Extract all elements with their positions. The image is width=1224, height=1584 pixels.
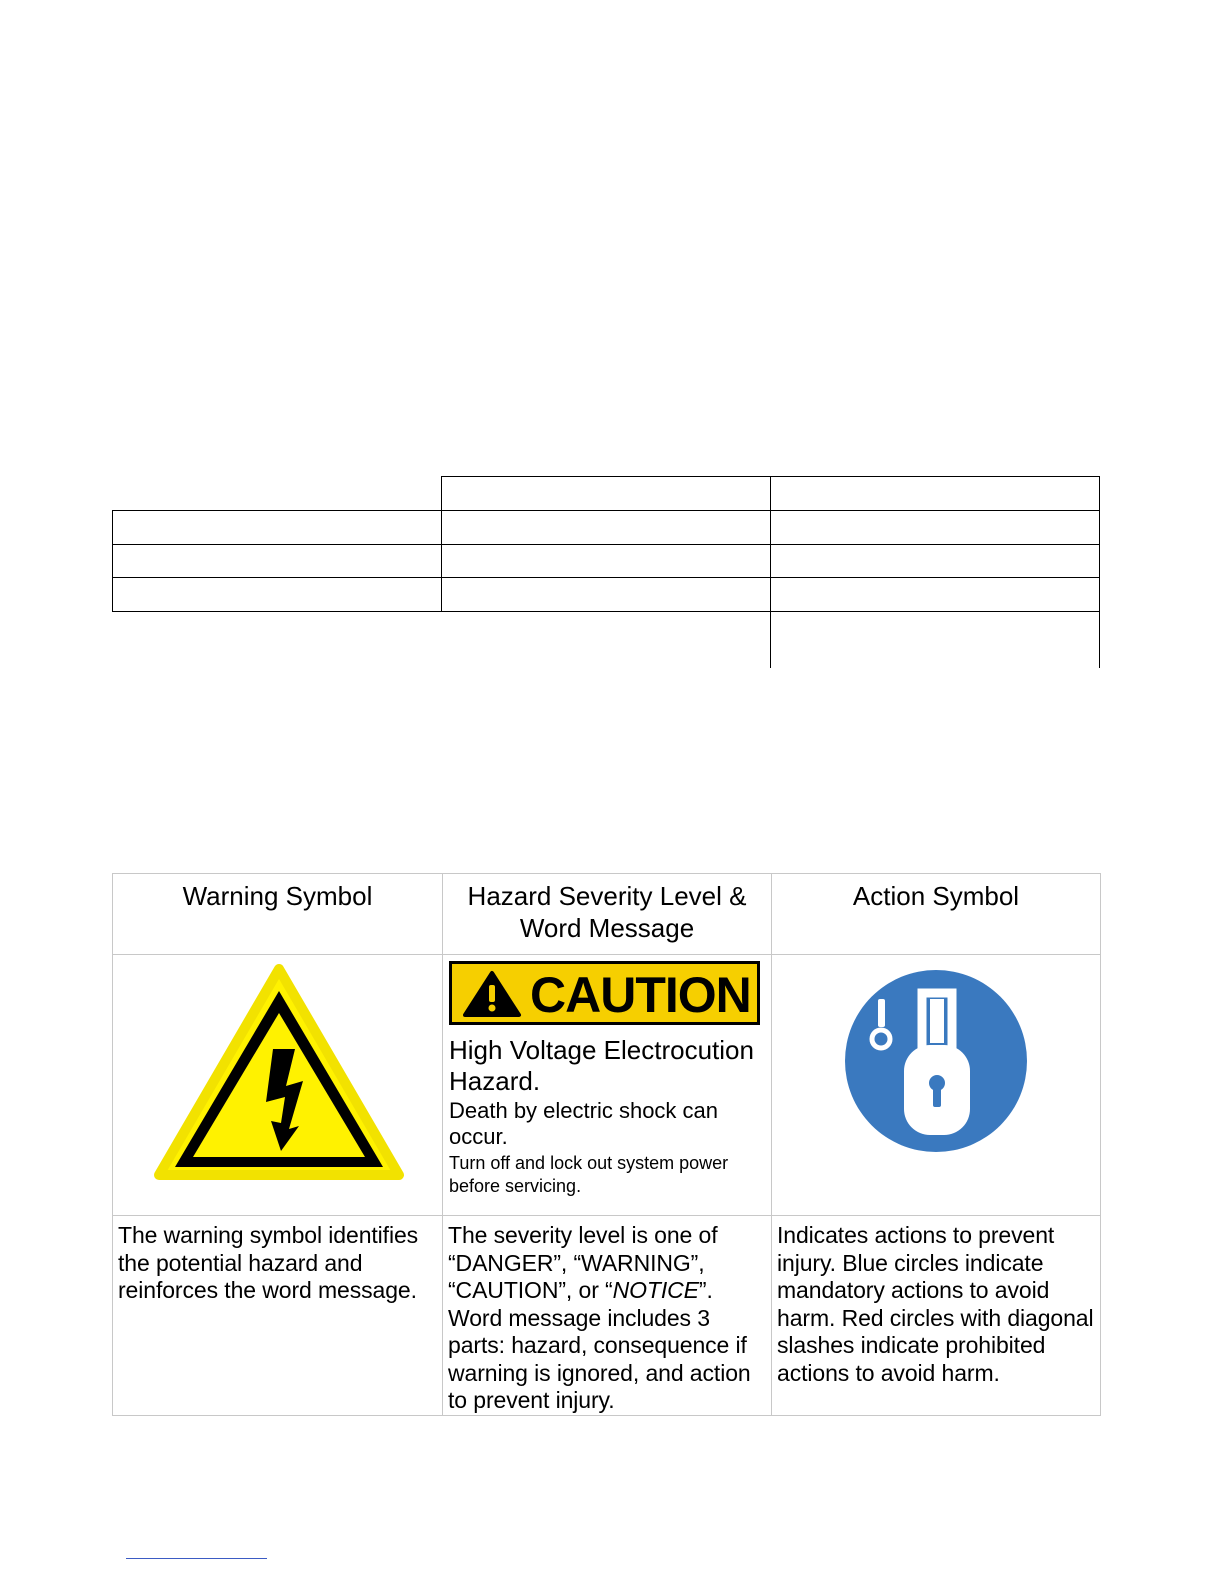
action-description: Indicates actions to prevent injury. Blue circles indicate mandatory actions to avoid harm. Red circles with diagonal slashes indicate prohibited actions to avoid harm. [772,1216,1101,1416]
severity-description-prefix: The severity level is one of “DANGER”, “WARNING”, “CAUTION”, or “ [448,1222,718,1303]
high-voltage-warning-icon [153,961,405,1185]
caution-banner [449,961,760,1025]
header-action-symbol: Action Symbol [772,874,1101,955]
empty-table-grid [0,0,1224,700]
caution-label-cell [443,955,772,1216]
footnote-separator [126,1558,267,1559]
header-severity-level: Hazard Severity Level & Word Message [443,874,772,955]
description-row [113,1216,1101,1416]
exclamation-triangle-icon [462,970,522,1018]
symbol-row [113,955,1101,1216]
safety-label-table [112,873,1101,1416]
warning-description: The warning symbol identifies the potential hazard and reinforces the word message. [113,1216,443,1416]
severity-description [443,1216,772,1416]
word-message [449,1035,769,1198]
warning-symbol-cell [113,955,443,1216]
lockout-padlock-icon [844,969,1028,1153]
signal-word: CAUTION [530,967,751,1023]
severity-description-suffix: ”. Word message includes 3 parts: hazard, consequence if warning is ignored, and action to prevent injury. [448,1277,751,1413]
table-header-row [113,874,1101,955]
hazard-text: High Voltage Electrocution Hazard. [449,1035,754,1096]
action-symbol-cell [772,955,1101,1216]
action-text: Turn off and lock out system power before servicing. [449,1153,729,1196]
notice-word: NOTICE [612,1277,699,1303]
header-warning-symbol: Warning Symbol [113,874,443,955]
consequence-text: Death by electric shock can occur. [449,1098,719,1149]
